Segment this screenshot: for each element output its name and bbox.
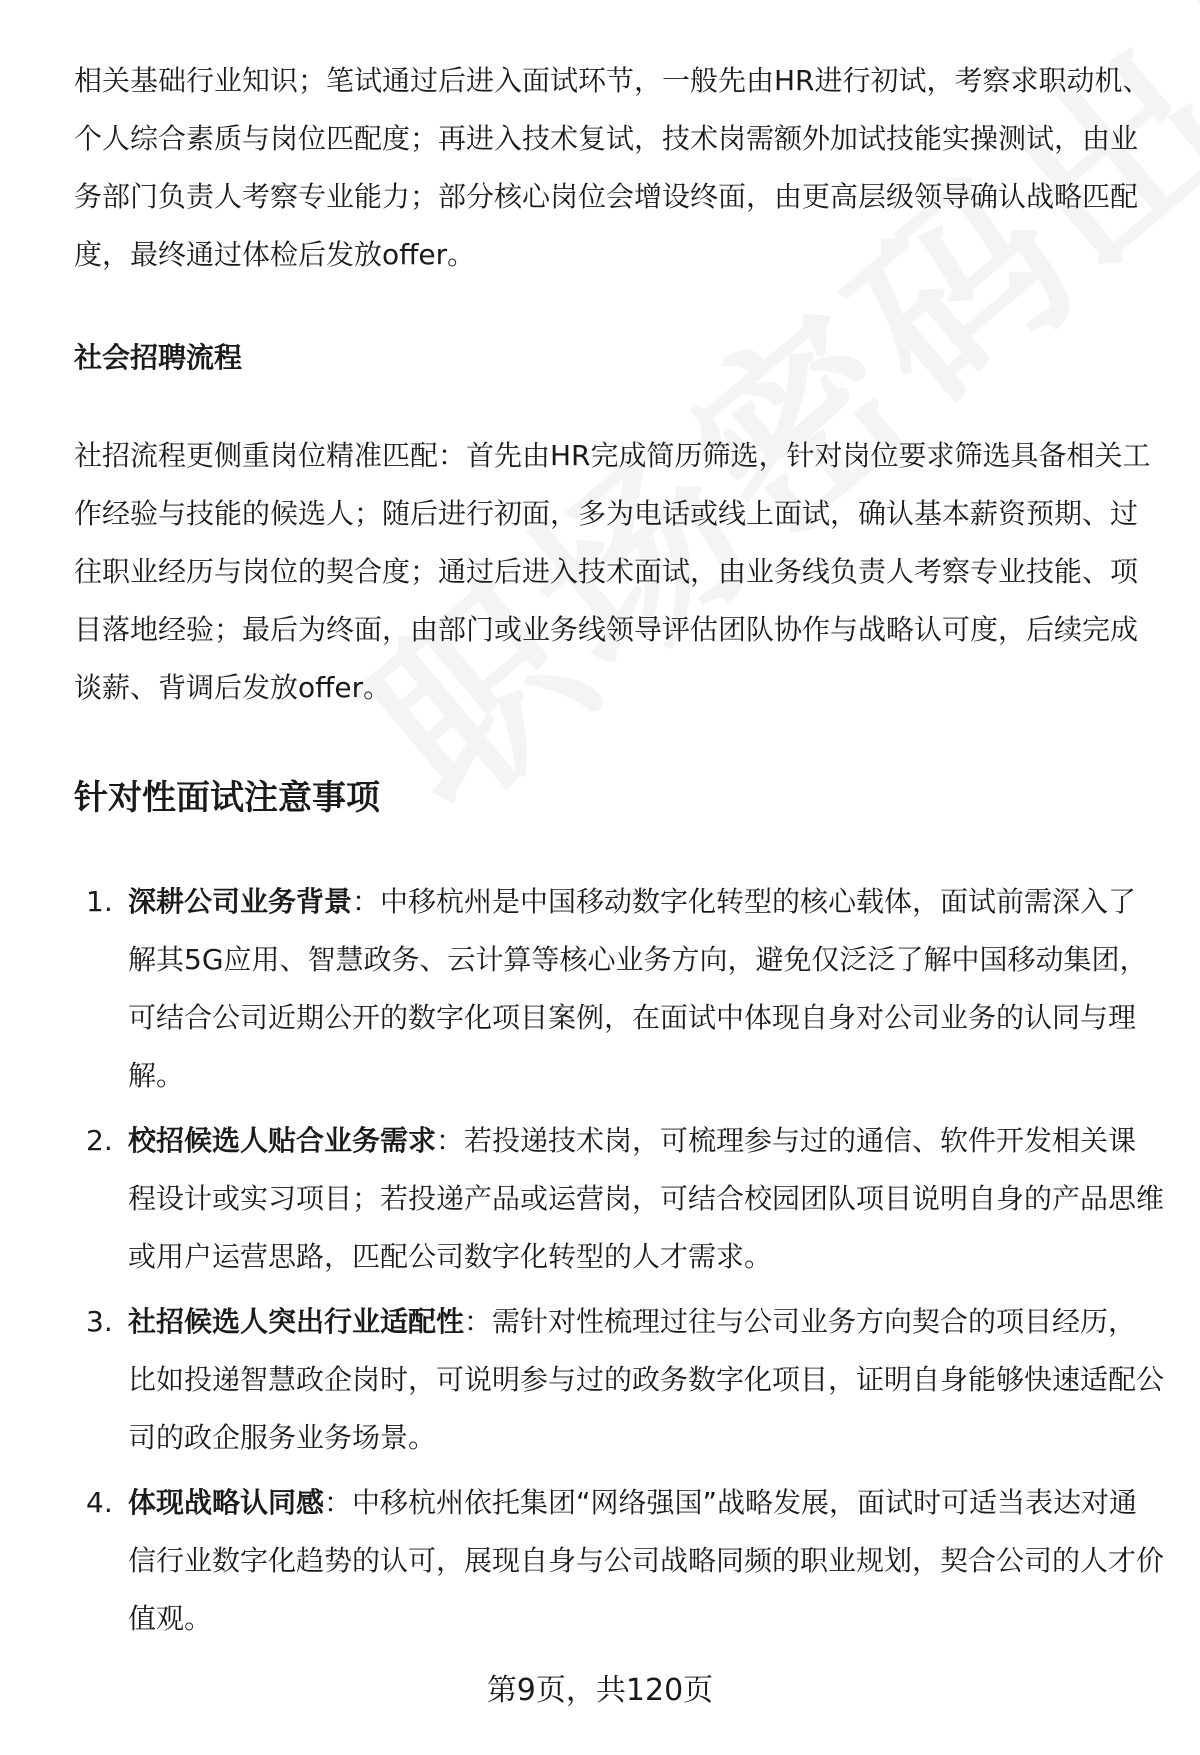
- page-number-footer: 第9页，共120页: [486, 1673, 714, 1708]
- social-recruitment-paragraph: 社招流程更侧重岗位精准匹配：首先由HR完成简历筛选，针对岗位要求筛选具备相关工作经验与技能的候选人；随后进行初面，多为电话或线上面试，确认基本薪资预期、过往职业经历与岗位的契合度；通过后进入技术面试，由业务线负责人考察专业技能、项目落地经验；最后为终面，由部门或业务线领导评估团队协作与战略认可度，后续完成谈薪、背调后发放offer。: [74, 439, 1151, 704]
- list-item-text: ：中移杭州是中国移动数字化转型的核心载体，面试前需深入了解其5G应用、智慧政务、云计算等核心业务方向，避免仅泛泛了解中国移动集团，可结合公司近期公开的数字化项目案例，在面试中体现自身对公司业务的认同与理解。: [128, 885, 1148, 1092]
- list-item-lead: 校招候选人贴合业务需求: [128, 1124, 437, 1157]
- list-item-number: 3.: [86, 1305, 113, 1338]
- list-item-number: 1.: [86, 885, 113, 918]
- section-heading-social-recruitment: 社会招聘流程: [74, 341, 243, 374]
- list-item: [74, 1112, 1164, 1286]
- intro-paragraph: 相关基础行业知识；笔试通过后进入面试环节，一般先由HR进行初试，考察求职动机、个人综合素质与岗位匹配度；再进入技术复试，技术岗需额外加试技能实操测试，由业务部门负责人考察专业能力；部分核心岗位会增设终面，由更高层级领导确认战略匹配度，最终通过体检后发放offer。: [74, 64, 1151, 271]
- list-item-text: ：中移杭州依托集团“网络强国”战略发展，面试时可适当表达对通信行业数字化趋势的认可，展现自身与公司战略同频的职业规划，契合公司的人才价值观。: [128, 1486, 1165, 1635]
- list-item-lead: 深耕公司业务背景: [128, 885, 353, 918]
- list-item-text: ：若投递技术岗，可梳理参与过的通信、软件开发相关课程设计或实习项目；若投递产品或运营岗，可结合校园团队项目说明自身的产品思维或用户运营思路，匹配公司数字化转型的人才需求。: [128, 1124, 1165, 1273]
- list-item-lead: 社招候选人突出行业适配性: [128, 1305, 465, 1338]
- list-item-number: 2.: [86, 1124, 113, 1157]
- list-item: [74, 873, 1164, 1105]
- interview-tips-list: [74, 873, 1164, 1655]
- section-heading-interview-tips: 针对性面试注意事项: [74, 778, 380, 818]
- list-item-text: ：需针对性梳理过往与公司业务方向契合的项目经历，比如投递智慧政企岗时，可说明参与过的政务数字化项目，证明自身能够快速适配公司的政企服务业务场景。: [128, 1305, 1165, 1454]
- list-item-number: 4.: [86, 1486, 113, 1519]
- list-item: [74, 1474, 1164, 1648]
- list-item-lead: 体现战略认同感: [128, 1486, 325, 1519]
- list-item: [74, 1293, 1164, 1467]
